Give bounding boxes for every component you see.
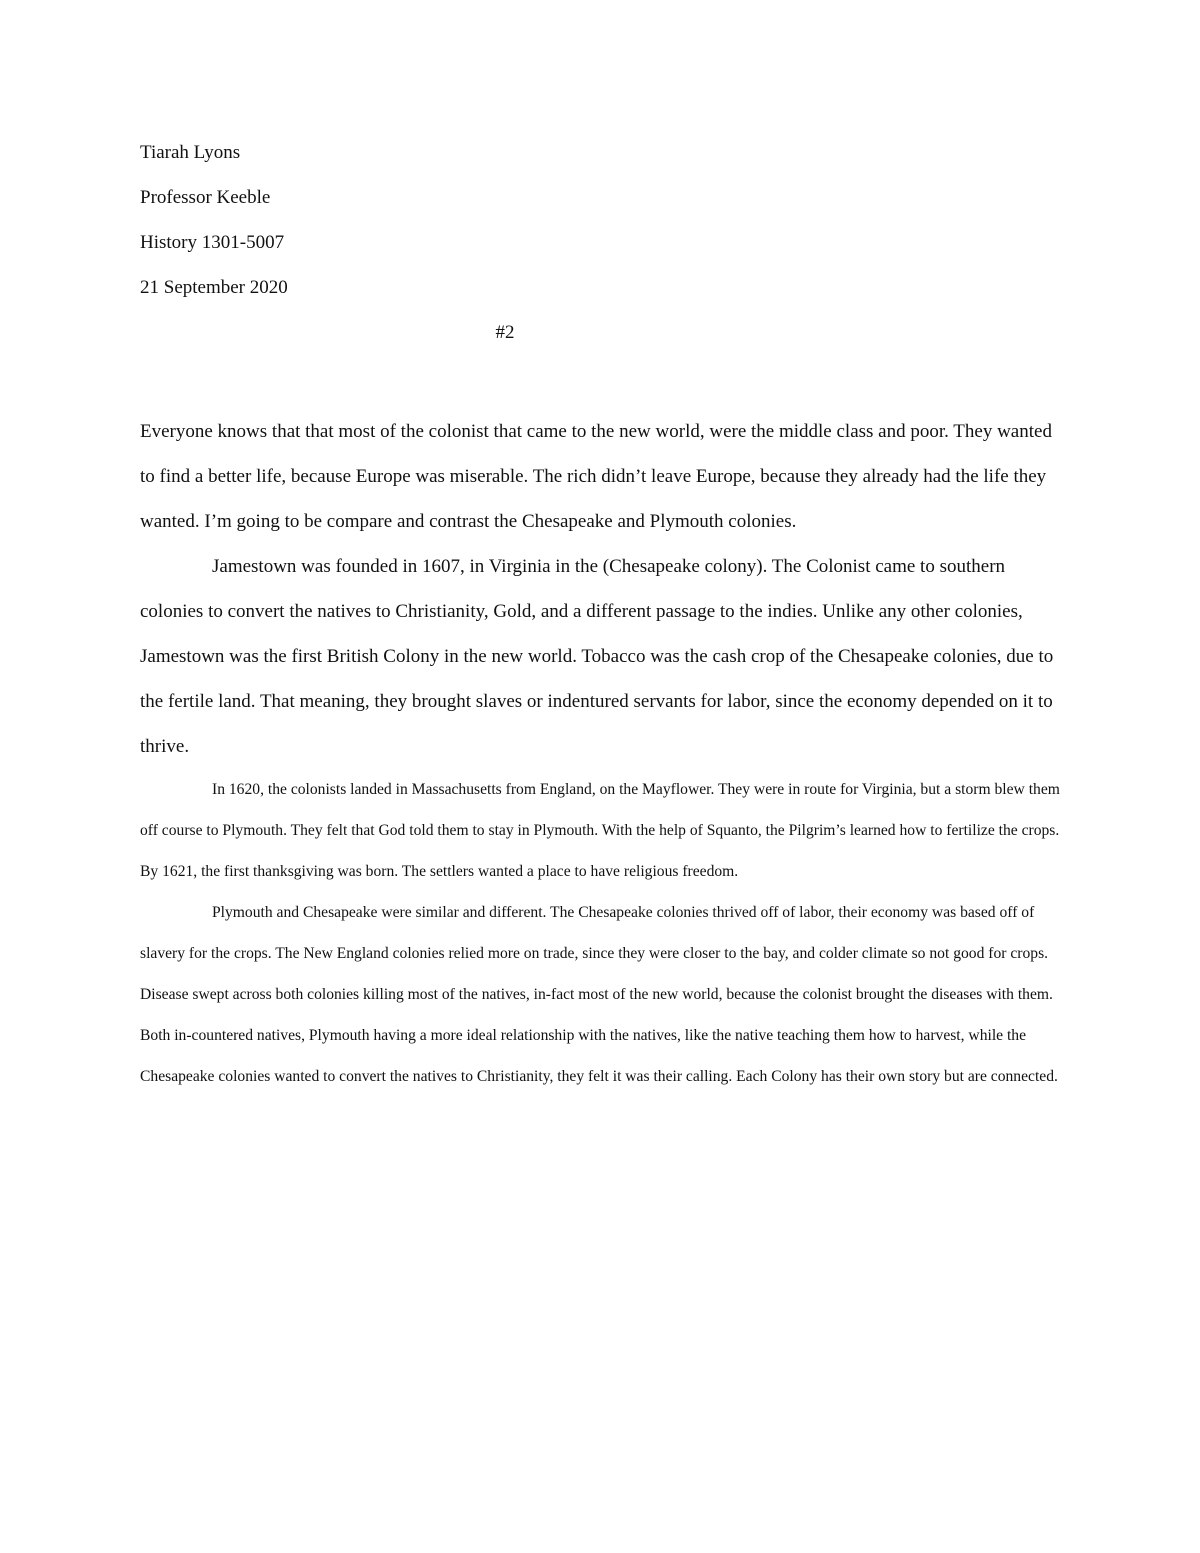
paragraph-plymouth: In 1620, the colonists landed in Massachusetts from England, on the Mayflower. They were in route for Virginia, but a storm blew them off course to Plymouth. They felt that God told them to stay in Plymouth. With the help of Squanto, the Pilgrim’s learned how to fertilize the crops. By 1621, the first thanksgiving was born. The settlers wanted a place to have religious freedom. [140, 781, 1060, 880]
essay-body [140, 409, 1060, 1097]
mla-heading [140, 140, 1060, 320]
instructor-name: Professor Keeble [140, 187, 271, 208]
course-name: History 1301-5007 [140, 232, 285, 253]
essay-title: #2 [495, 322, 515, 343]
paragraph-jamestown: Jamestown was founded in 1607, in Virginia in the (Chesapeake colony). The Colonist came to southern colonies to convert the natives to Christianity, Gold, and a different passage to the indies. Unlike any other colonies, Jamestown was the first British Colony in the new world. Tobacco was the cash crop of the Chesapeake colonies, due to the fertile land. That meaning, they brought slaves or indentured servants for labor, since the economy depended on it to thrive. [140, 556, 1054, 757]
paragraph-introduction: Everyone knows that that most of the colonist that came to the new world, were the middle class and poor. They wanted to find a better life, because Europe was miserable. The rich didn’t leave Europe, because they already had the life they wanted. I’m going to be compare and contrast the Chesapeake and Plymouth colonies. [140, 421, 1052, 532]
author-name: Tiarah Lyons [140, 142, 241, 163]
paragraph-comparison: Plymouth and Chesapeake were similar and different. The Chesapeake colonies thrived off of labor, their economy was based off of slavery for the crops. The New England colonies relied more on trade, since they were closer to the bay, and colder climate so not good for crops. Disease swept across both colonies killing most of the natives, in-fact most of the new world, because the colonist brought the diseases with them. Both in-countered natives, Plymouth having a more ideal relationship with the natives, like the native teaching them how to harvest, while the Chesapeake colonies wanted to convert the natives to Christianity, they felt it was their calling. Each Colony has their own story but are connected. [140, 904, 1058, 1085]
submission-date: 21 September 2020 [140, 277, 288, 298]
